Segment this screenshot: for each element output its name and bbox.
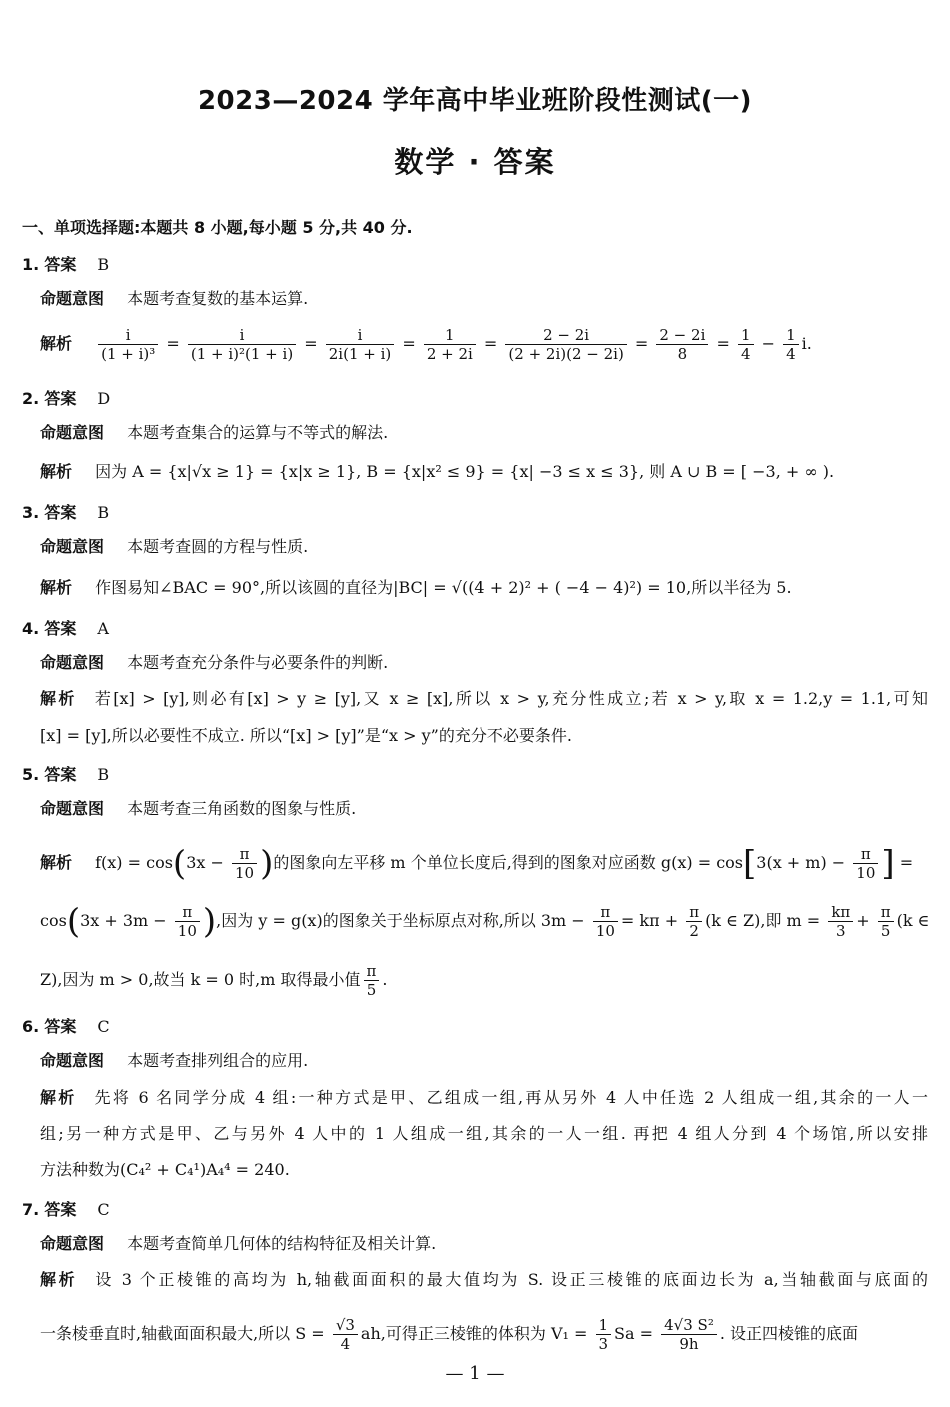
analysis-label: 解析 bbox=[40, 689, 77, 708]
answer-label: 答案 bbox=[44, 619, 77, 638]
answer-value: B bbox=[97, 503, 110, 522]
answer-value: C bbox=[97, 1200, 110, 1219]
analysis-label: 解析 bbox=[40, 334, 73, 353]
question-5-analysis-line-2: cos(3x + 3m − $\frac{\pi}{10}$ ),因为 y = g(x)的图象关于坐标原点对称,所以 3m − $\frac{\pi}{10}$ = kπ + $\frac{\pi}{2}$ (k ∈ Z),即 m = $\frac{k\pi}{3}$ + $\frac{\pi}{5}$ (k ∈ bbox=[40, 901, 930, 942]
fraction: $\frac{1}{3}$ bbox=[596, 1316, 612, 1353]
answer-value: B bbox=[97, 255, 110, 274]
analysis-text: 若[x] > [y],则必有[x] > y ≥ [y],又 x ≥ [x],所以 x > y,充分性成立;若 x > y,取 x = 1.2,y = 1.1,可知 bbox=[94, 689, 928, 708]
fraction: $\frac{1}{4}$ bbox=[738, 326, 754, 363]
question-5-analysis-line-1: 解析 f(x) = cos(3x − $\frac{\pi}{10}$ )的图象向左平移 m 个单位长度后,得到的图象对应函数 g(x) = cos[3(x + m) − $\frac{\pi}{10}$ ] = bbox=[40, 843, 914, 884]
question-7-analysis-line-2: 一条棱垂直时,轴截面面积最大,所以 S = $\frac{√3}{4}$ ah,可得正三棱锥的体积为 V₁ = $\frac{1}{3}$ Sa = $\frac{\text{4√3 S²}}{9h}$ . 设正四棱锥的底面 bbox=[40, 1316, 859, 1353]
question-3-answer-line bbox=[22, 500, 109, 523]
question-2-analysis bbox=[40, 461, 834, 483]
fraction: $\frac{k\pi}{3}$ bbox=[828, 903, 853, 940]
fraction: $\frac{2 - 2i}{(2 + 2i)(2 - 2i)}$ bbox=[505, 326, 626, 363]
fraction: $\frac{\pi}{10}$ bbox=[175, 903, 200, 940]
fraction: $\frac{\pi}{10}$ bbox=[593, 903, 618, 940]
fraction: $\frac{1}{2 + 2i}$ bbox=[424, 326, 476, 363]
question-5-intent bbox=[40, 798, 356, 820]
analysis-label: 解析 bbox=[40, 1270, 78, 1289]
question-6-analysis-line-2: 组;另一种方式是甲、乙与另外 4 人中的 1 人组成一组,其余的一人一组. 再把 4 组人分到 4 个场馆,所以安排 bbox=[40, 1124, 928, 1143]
fraction: $\frac{i}{\text{(1 + i)²(1 + i)}}$ bbox=[188, 326, 296, 363]
intent-label: 命题意图 bbox=[40, 537, 105, 556]
analysis-label: 解析 bbox=[40, 853, 73, 872]
answer-value: B bbox=[97, 765, 110, 784]
question-6-analysis-line-1 bbox=[40, 1087, 928, 1109]
answer-label: 答案 bbox=[44, 1200, 77, 1219]
question-number: 7. bbox=[22, 1200, 40, 1219]
page-number: — 1 — bbox=[445, 1363, 505, 1384]
intent-text: 本题考查圆的方程与性质. bbox=[127, 537, 309, 556]
question-1-answer-line bbox=[22, 252, 109, 275]
question-1-intent bbox=[40, 288, 308, 310]
intent-label: 命题意图 bbox=[40, 423, 105, 442]
question-5-answer-line bbox=[22, 762, 109, 785]
question-number: 5. bbox=[22, 765, 40, 784]
question-7-answer-line bbox=[22, 1197, 110, 1220]
fraction: $\frac{1}{4}$ bbox=[783, 326, 799, 363]
fraction: $\frac{\pi}{2}$ bbox=[686, 903, 702, 940]
intent-text: 本题考查充分条件与必要条件的判断. bbox=[127, 653, 389, 672]
analysis-label: 解析 bbox=[40, 578, 73, 597]
question-number: 2. bbox=[22, 389, 40, 408]
question-number: 3. bbox=[22, 503, 40, 522]
answer-label: 答案 bbox=[44, 389, 77, 408]
fraction: $\frac{i}{2i(1 + i)}$ bbox=[326, 326, 395, 363]
question-2-answer-line bbox=[22, 386, 110, 409]
question-6-analysis-line-3: 方法种数为(C₄² + C₄¹)A₄⁴ = 240. bbox=[40, 1160, 290, 1179]
question-5-analysis-line-3: Z),因为 m > 0,故当 k = 0 时,m 取得最小值 $\frac{\pi}{5}$ . bbox=[40, 962, 388, 999]
fraction: $\frac{\text{4√3 S²}}{9h}$ bbox=[661, 1316, 717, 1353]
question-4-intent bbox=[40, 652, 388, 674]
fraction: $\frac{\pi}{10}$ bbox=[232, 845, 257, 882]
question-6-intent bbox=[40, 1050, 308, 1072]
fraction: $\frac{\pi}{10}$ bbox=[853, 845, 878, 882]
answer-value: C bbox=[97, 1017, 110, 1036]
fraction: $\frac{√3}{4}$ bbox=[333, 1316, 358, 1353]
intent-text: 本题考查三角函数的图象与性质. bbox=[127, 799, 357, 818]
page-subtitle: 数学 · 答案 bbox=[394, 145, 556, 179]
fraction: $\frac{2 - 2i}{8}$ bbox=[656, 326, 708, 363]
answer-value: D bbox=[97, 389, 111, 408]
intent-label: 命题意图 bbox=[40, 289, 105, 308]
fraction: $\frac{\pi}{5}$ bbox=[364, 962, 380, 999]
question-7-analysis-line-1 bbox=[40, 1269, 928, 1291]
answer-label: 答案 bbox=[44, 503, 77, 522]
intent-label: 命题意图 bbox=[40, 799, 105, 818]
question-2-intent bbox=[40, 422, 388, 444]
question-1-analysis: 解析 $\frac{i}{\text{(1 + i)³}}$ = $\frac{i}{\text{(1 + i)²(1 + i)}}$ = $\frac{i}{2i(1 + i)}$ = $\frac{1}{2 + 2i}$ = $\frac{2 - 2i}{(2 + 2i)(2 - 2i)}$ = $\frac{2 - 2i}{8}$ = $\frac{1}{4}$ − $\frac{1}{4}$ i. bbox=[40, 326, 812, 363]
question-number: 1. bbox=[22, 255, 40, 274]
analysis-label: 解析 bbox=[40, 462, 73, 481]
analysis-text: 先将 6 名同学分成 4 组:一种方式是甲、乙组成一组,再从另外 4 人中任选 2 人组成一组,其余的一人一 bbox=[94, 1088, 928, 1107]
question-4-analysis-line-2: [x] = [y],所以必要性不成立. 所以“[x] > [y]”是“x > y”的充分不必要条件. bbox=[40, 726, 572, 745]
intent-label: 命题意图 bbox=[40, 653, 105, 672]
answer-label: 答案 bbox=[44, 1017, 77, 1036]
analysis-label: 解析 bbox=[40, 1088, 77, 1107]
analysis-text: 作图易知∠BAC = 90°,所以该圆的直径为|BC| = √((4 + 2)² + ( −4 − 4)²) = 10,所以半径为 5. bbox=[95, 578, 792, 597]
question-number: 4. bbox=[22, 619, 40, 638]
question-4-analysis-line-1 bbox=[40, 688, 928, 710]
intent-text: 本题考查集合的运算与不等式的解法. bbox=[127, 423, 389, 442]
analysis-text: 因为 A = {x|√x ≥ 1} = {x|x ≥ 1}, B = {x|x² ≤ 9} = {x| −3 ≤ x ≤ 3}, 则 A ∪ B = [ −3, + ∞ ). bbox=[95, 462, 835, 481]
intent-label: 命题意图 bbox=[40, 1234, 105, 1253]
answer-label: 答案 bbox=[44, 255, 77, 274]
question-7-intent bbox=[40, 1233, 436, 1255]
question-number: 6. bbox=[22, 1017, 40, 1036]
fraction: $\frac{\pi}{5}$ bbox=[878, 903, 894, 940]
intent-text: 本题考查复数的基本运算. bbox=[127, 289, 309, 308]
fraction: $\frac{i}{\text{(1 + i)³}}$ bbox=[98, 326, 158, 363]
page-title: 2023—2024 学年高中毕业班阶段性测试(一) bbox=[197, 86, 753, 116]
answer-value: A bbox=[97, 619, 109, 638]
question-6-answer-line bbox=[22, 1014, 110, 1037]
intent-label: 命题意图 bbox=[40, 1051, 105, 1070]
question-4-answer-line bbox=[22, 616, 109, 639]
question-3-analysis bbox=[40, 577, 792, 599]
section-heading: 一、单项选择题:本题共 8 小题,每小题 5 分,共 40 分. bbox=[22, 218, 413, 237]
question-3-intent bbox=[40, 536, 308, 558]
intent-text: 本题考查简单几何体的结构特征及相关计算. bbox=[127, 1234, 437, 1253]
analysis-text: 设 3 个正棱锥的高均为 h,轴截面面积的最大值均为 S. 设正三棱锥的底面边长为 a,当轴截面与底面的 bbox=[95, 1270, 928, 1289]
answer-label: 答案 bbox=[44, 765, 77, 784]
intent-text: 本题考查排列组合的应用. bbox=[127, 1051, 309, 1070]
